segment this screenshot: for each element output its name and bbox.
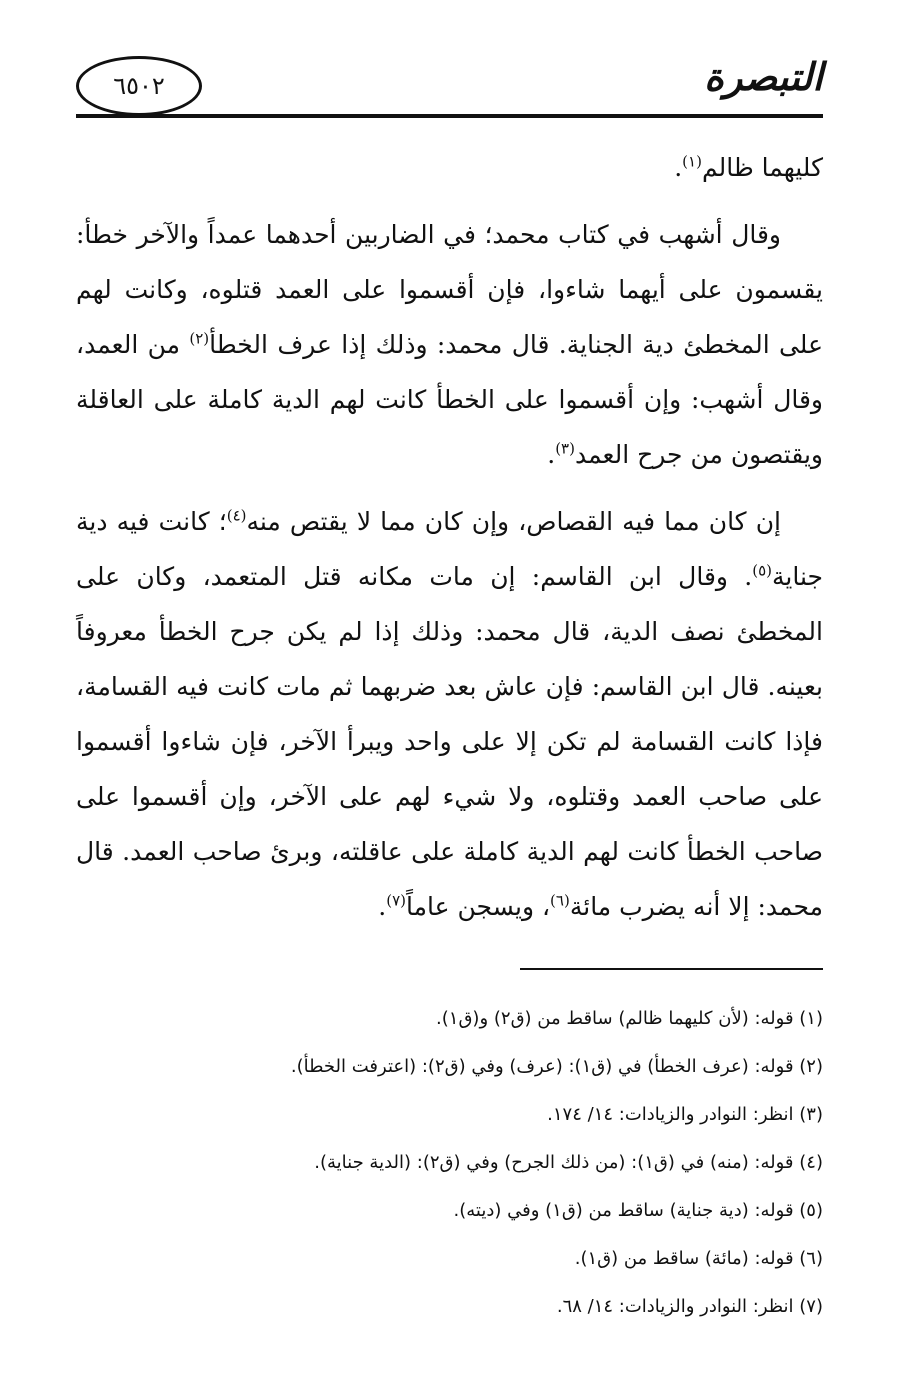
header-rule [76, 114, 823, 118]
footnote-ref-6: (٦) [550, 891, 570, 910]
paragraph-1-end: . [674, 153, 683, 182]
footnote-ref-5: (٥) [752, 561, 773, 580]
footnote-7: (٧) انظر: النوادر والزيادات: ١٤/ ٦٨. [556, 1296, 823, 1317]
paragraph-2-end: . [547, 440, 556, 469]
paragraph-2-text-b: من العمد، وقال أشهب: وإن أقسموا على الخطأ كانت لهم الدية كاملة على العاقلة ويقتصون من جرح العمد [76, 330, 823, 469]
footnote-ref-7: (٧) [386, 891, 407, 910]
footnote-2: (٢) قوله: (عرف الخطأ) في (ق١): (عرف) وفي (ق٢): (اعترفت الخطأ). [290, 1056, 823, 1077]
paragraph-3-text-d: ، ويسجن عاماً [406, 892, 551, 921]
footnote-separator [520, 968, 823, 970]
book-title: التبصرة [704, 54, 823, 99]
paragraph-3-text-a: إن كان مما فيه القصاص، وإن كان مما لا يقتص منه [246, 507, 781, 536]
paragraph-1 [76, 140, 823, 195]
paragraph-3-text-b: ؛ كانت فيه دية جناية [76, 507, 823, 591]
footnote-4: (٤) قوله: (منه) في (ق١): (من ذلك الجرح) وفي (ق٢): (الدية جناية). [314, 1152, 823, 1173]
main-text [76, 140, 823, 946]
footnote-ref-3: (٣) [555, 439, 575, 458]
footnote-5: (٥) قوله: (دية جناية) ساقط من (ق١) وفي (ديته). [453, 1200, 823, 1221]
footnotes [76, 995, 823, 1331]
footnote-ref-1: (١) [682, 152, 702, 171]
paragraph-3-text-c: . وقال ابن القاسم: إن مات مكانه قتل المتعمد، وكان على المخطئ نصف الدية، قال محمد: وذلك إذا لم يكن جرح الخطأ معروفاً بعينه. قال ابن القاسم: فإن عاش بعد ضربهما ثم مات كانت فيه القسامة، فإذا كانت القسامة لم تكن إلا على واحد ويبرأ الآخر، فإن شاءوا أقسموا على صاحب العمد وقتلوه، ولا شيء لهم على الآخر، وإن أقسموا على صاحب الخطأ كانت لهم الدية كاملة على عاقلته، وبرئ صاحب العمد. قال محمد: إلا أنه يضرب مائة [76, 562, 823, 921]
paragraph-3-end: . [378, 892, 387, 921]
paragraph-1-text: كليهما ظالم [701, 153, 823, 182]
footnote-1: (١) قوله: (لأن كليهما ظالم) ساقط من (ق٢) و(ق١). [436, 1008, 823, 1029]
footnote-6: (٦) قوله: (مائة) ساقط من (ق١). [574, 1248, 823, 1269]
paragraph-2 [76, 207, 823, 482]
page-number-badge [76, 56, 202, 116]
page-number: ٦٥٠٢ [113, 72, 165, 100]
paragraph-3 [76, 494, 823, 934]
page-header [76, 48, 823, 118]
footnote-3: (٣) انظر: النوادر والزيادات: ١٤/ ١٧٤. [547, 1104, 823, 1125]
footnote-ref-4: (٤) [226, 506, 247, 525]
footnote-ref-2: (٢) [189, 329, 210, 348]
paragraph-2-text-a: وقال أشهب في كتاب محمد؛ في الضاربين أحدهما عمداً والآخر خطأ: يقسمون على أيهما شاءوا، فإن أقسموا على العمد قتلوه، وكانت لهم على المخطئ دية الجناية. قال محمد: وذلك إذا عرف الخطأ [76, 220, 824, 359]
